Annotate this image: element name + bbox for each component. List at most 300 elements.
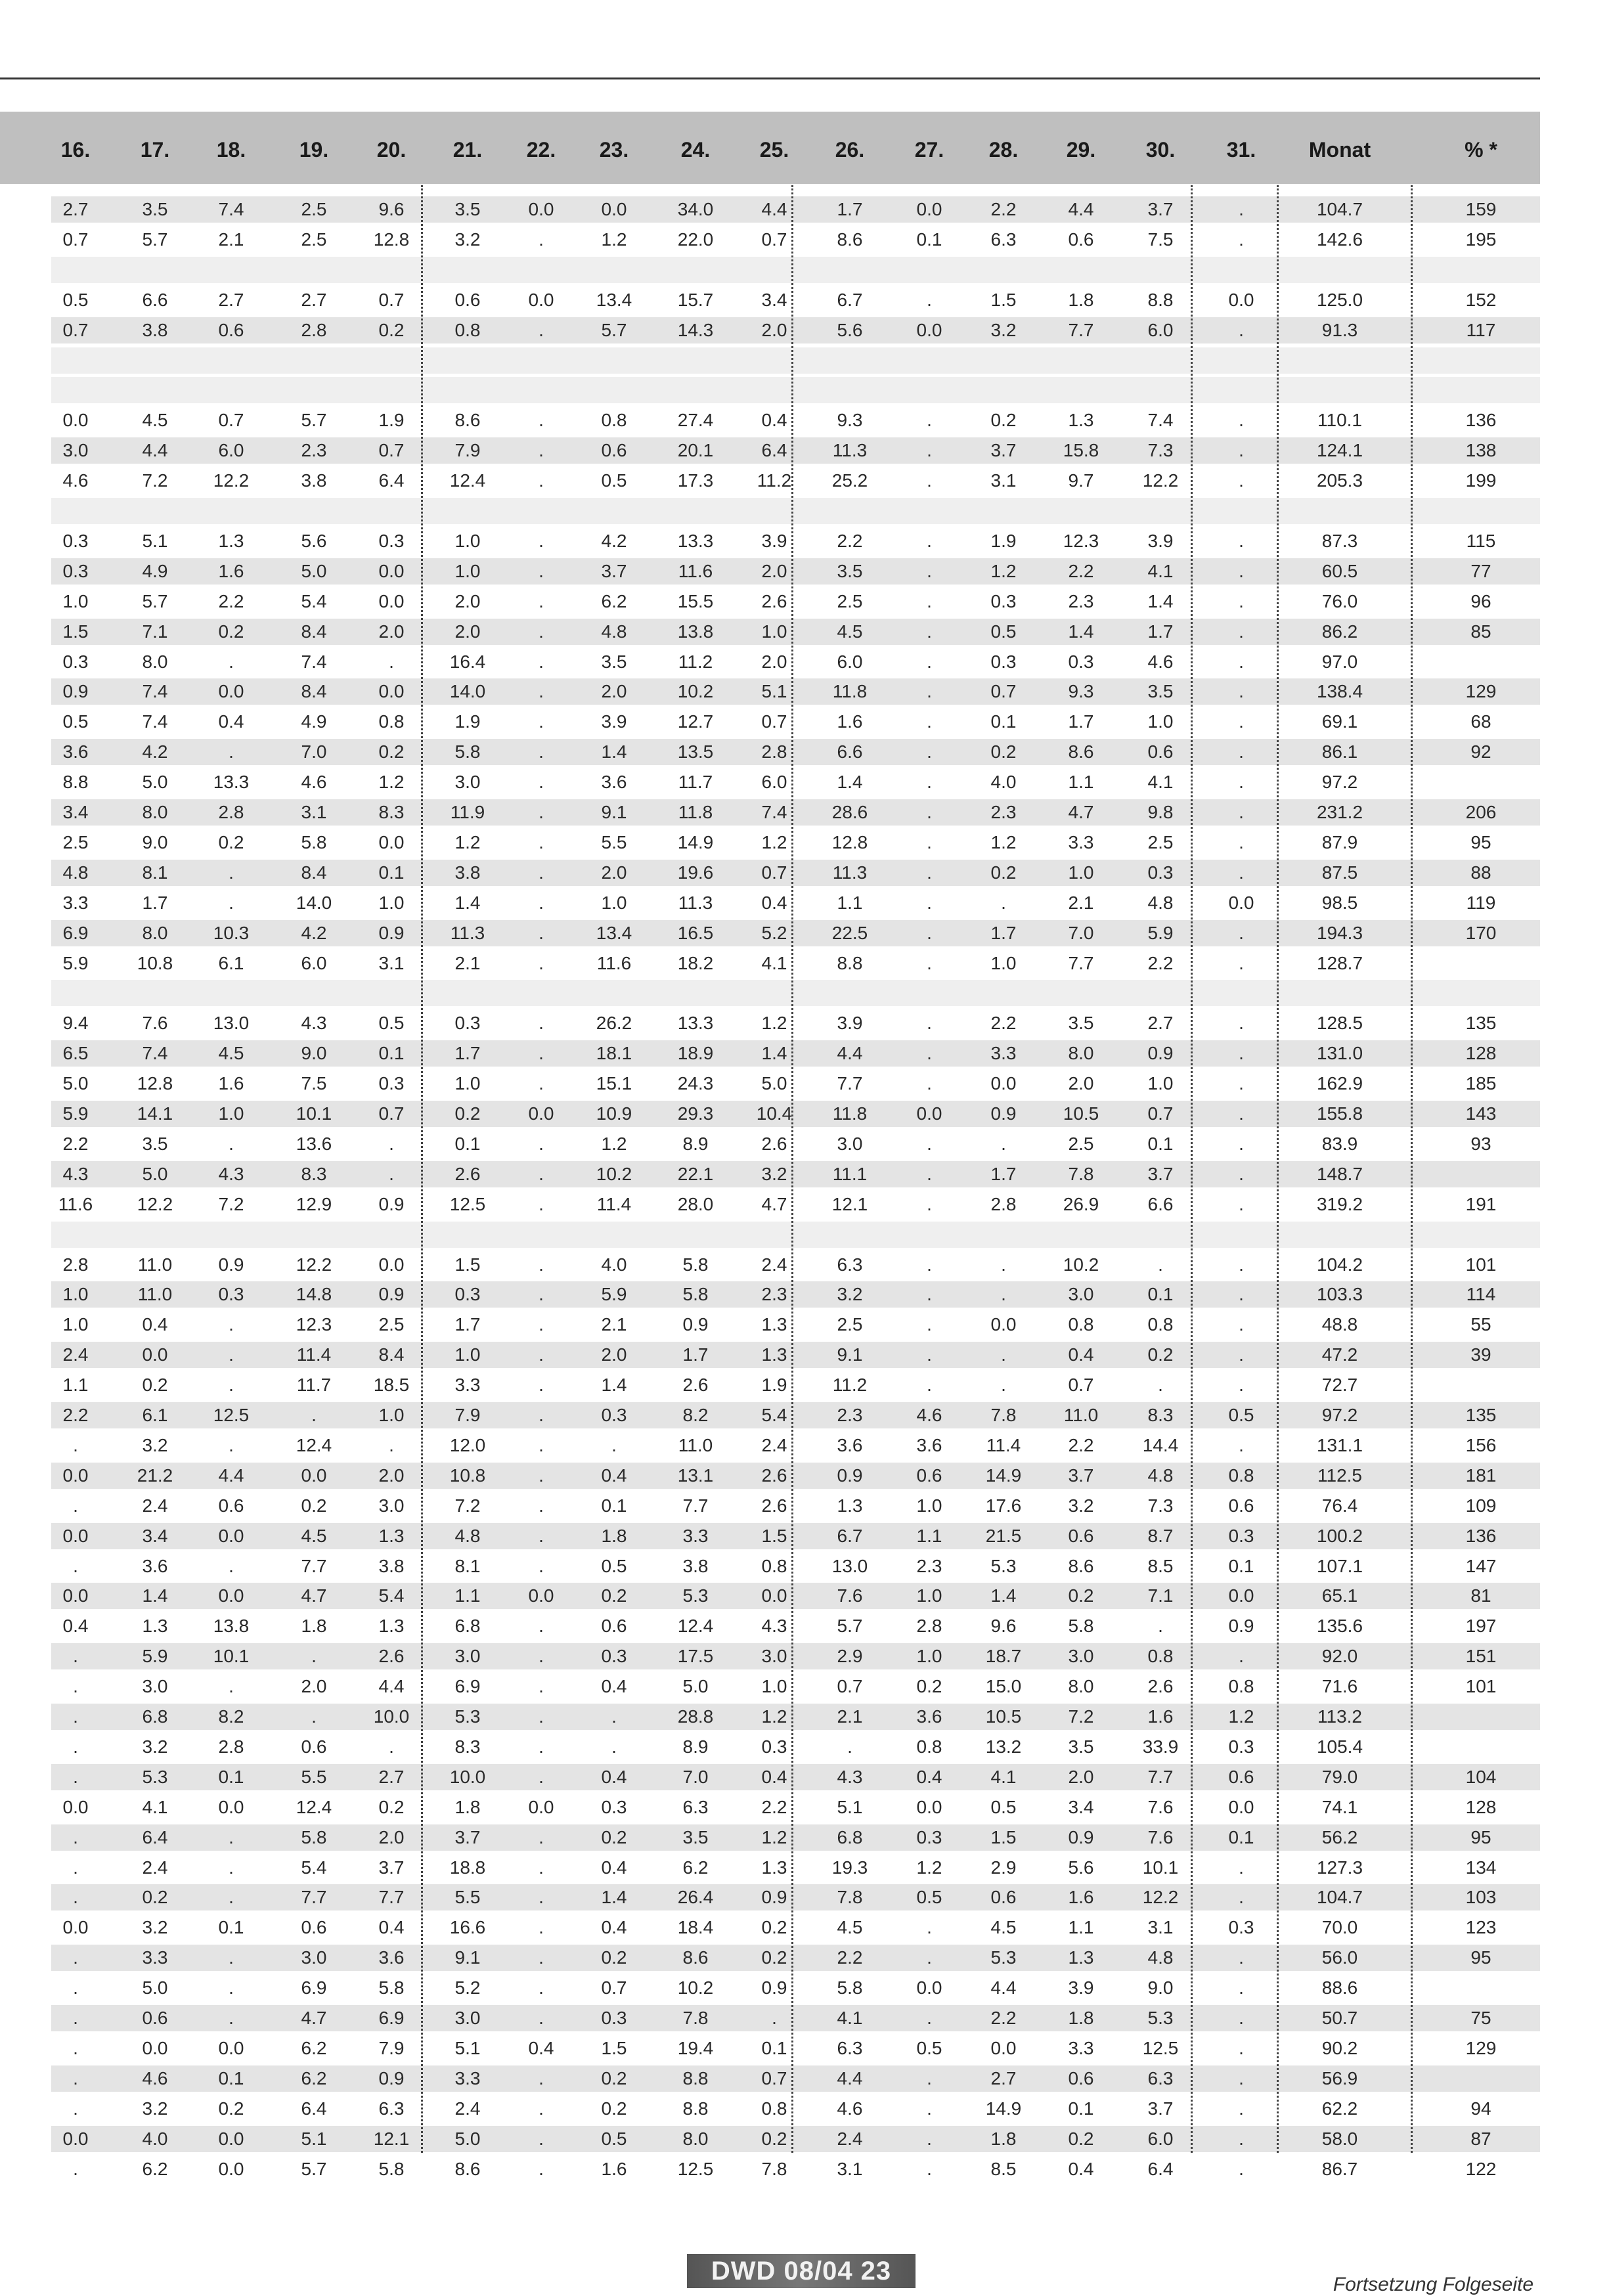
table-cell: 1.6 [218, 560, 244, 581]
table-cell: 7.4 [301, 651, 327, 672]
table-cell: 5.4 [761, 1405, 787, 1425]
table-cell: 6.3 [1147, 2067, 1174, 2088]
table-cell: . [73, 1977, 78, 1998]
table-cell: . [1239, 2128, 1244, 2149]
table-cell: 10.4 [756, 1103, 793, 1124]
table-cell: 2.4 [142, 1495, 168, 1516]
table-cell: 19.4 [677, 2037, 714, 2058]
table-cell: . [539, 2067, 544, 2088]
table-cell: 3.7 [1147, 199, 1174, 219]
table-cell: 7.4 [142, 681, 168, 702]
table-cell: 1.3 [142, 1616, 168, 1637]
table-cell: 18.2 [677, 952, 714, 973]
table-cell: 4.7 [1068, 802, 1094, 822]
table-cell: 11.2 [678, 651, 713, 672]
table-cell: 7.8 [761, 2158, 787, 2179]
table-cell: 68 [1470, 711, 1491, 732]
table-cell: 0.4 [761, 892, 787, 913]
table-cell: 4.3 [301, 1013, 327, 1034]
table-cell: 17.5 [677, 1646, 714, 1667]
table-cell: 97.0 [1321, 651, 1358, 672]
table-cell: 16.6 [449, 1917, 486, 1938]
column-separator [1277, 185, 1279, 2153]
table-cell: 0.3 [62, 530, 89, 551]
table-cell: 4.6 [837, 2098, 863, 2119]
table-cell: 170 [1465, 922, 1497, 943]
table-cell: 7.7 [1068, 952, 1094, 973]
table-cell: 97.2 [1321, 1405, 1358, 1425]
table-cell: 5.9 [1147, 922, 1174, 943]
table-cell: 55 [1470, 1314, 1491, 1335]
table-cell: 0.4 [528, 2037, 554, 2058]
table-cell: . [539, 1073, 544, 1094]
table-cell: 3.0 [301, 1947, 327, 1968]
table-cell: 3.1 [990, 470, 1017, 491]
table-cell: 3.5 [682, 1826, 709, 1847]
table-cell: 9.0 [1147, 1977, 1174, 1998]
table-cell: 0.0 [528, 1796, 554, 1817]
table-cell: 65.1 [1321, 1585, 1358, 1606]
table-cell: 0.0 [378, 681, 405, 702]
table-cell: 2.1 [837, 1706, 863, 1727]
table-cell: 0.9 [1147, 1043, 1174, 1064]
table-cell: 0.2 [990, 862, 1017, 883]
table-cell: 5.8 [301, 1826, 327, 1847]
table-cell: 0.5 [601, 1555, 627, 1576]
table-cell: 0.0 [218, 1585, 244, 1606]
table-cell: . [539, 1013, 544, 1034]
table-cell: 2.6 [761, 590, 787, 611]
table-cell: 13.2 [985, 1736, 1022, 1757]
table-cell: 8.2 [218, 1706, 244, 1727]
table-cell: 0.0 [528, 289, 554, 310]
table-spacer-row [51, 377, 1540, 403]
table-cell: 3.0 [454, 1646, 481, 1667]
table-cell: 128 [1465, 1043, 1497, 1064]
table-cell: 15.7 [677, 289, 714, 310]
table-cell: 0.0 [528, 199, 554, 219]
table-cell: 4.3 [837, 1766, 863, 1787]
table-cell: 136 [1465, 410, 1497, 431]
table-cell: 3.6 [916, 1706, 942, 1727]
table-cell: 1.0 [378, 892, 405, 913]
table-cell: 4.0 [990, 772, 1017, 793]
table-cell: 7.6 [837, 1585, 863, 1606]
table-cell: 231.2 [1316, 802, 1363, 822]
table-cell: 1.0 [916, 1646, 942, 1667]
table-cell: . [73, 1947, 78, 1968]
table-cell: 4.0 [601, 1254, 627, 1275]
table-cell: . [539, 1043, 544, 1064]
table-cell: 2.6 [378, 1646, 405, 1667]
table-cell: 69.1 [1321, 711, 1358, 732]
table-cell: 8.4 [301, 862, 327, 883]
table-cell: 7.4 [142, 711, 168, 732]
table-cell: 11.3 [450, 922, 485, 943]
table-cell: . [73, 1676, 78, 1697]
table-cell: . [927, 892, 932, 913]
table-cell: . [1239, 651, 1244, 672]
table-cell: 2.7 [378, 1766, 405, 1787]
table-cell: 10.0 [449, 1766, 486, 1787]
table-cell: 11.6 [596, 952, 632, 973]
table-cell: 104.2 [1316, 1254, 1363, 1275]
table-cell: . [539, 1646, 544, 1667]
table-cell: . [229, 1947, 234, 1968]
table-cell: . [1239, 681, 1244, 702]
table-cell: 2.0 [378, 1465, 405, 1486]
table-cell: 6.6 [142, 289, 168, 310]
table-cell: 6.9 [62, 922, 89, 943]
table-cell: . [927, 1314, 932, 1335]
table-cell: 0.0 [528, 1103, 554, 1124]
table-cell: 2.0 [378, 621, 405, 642]
table-cell: . [1239, 1857, 1244, 1878]
table-cell: 1.0 [761, 1676, 787, 1697]
table-cell: . [73, 1826, 78, 1847]
table-cell: 9.6 [990, 1616, 1017, 1637]
table-cell: 0.7 [62, 319, 89, 340]
table-cell: 2.2 [62, 1405, 89, 1425]
table-cell: 34.0 [677, 199, 714, 219]
table-cell: 2.3 [837, 1405, 863, 1425]
table-cell: 7.7 [1068, 319, 1094, 340]
table-cell: 1.0 [761, 621, 787, 642]
table-cell: 88.6 [1321, 1977, 1358, 1998]
table-cell: 103 [1465, 1887, 1497, 1908]
table-cell: 22.1 [677, 1163, 714, 1184]
table-cell: 0.9 [990, 1103, 1017, 1124]
table-cell: 18.5 [373, 1375, 410, 1396]
table-cell: 20.1 [677, 440, 714, 461]
table-cell: 1.0 [62, 1314, 89, 1335]
table-cell: 319.2 [1316, 1193, 1363, 1214]
table-cell: . [229, 651, 234, 672]
table-cell: 8.6 [837, 229, 863, 250]
table-cell: . [927, 772, 932, 793]
table-cell: 4.4 [142, 440, 168, 461]
table-cell: . [539, 229, 544, 250]
table-cell: 17.6 [985, 1495, 1022, 1516]
table-cell: 4.6 [62, 470, 89, 491]
table-cell: 0.5 [1228, 1405, 1254, 1425]
table-cell: 7.2 [1068, 1706, 1094, 1727]
table-cell: 0.0 [1228, 1796, 1254, 1817]
table-cell: 24.3 [677, 1073, 714, 1094]
table-cell: 129 [1465, 2037, 1497, 2058]
table-cell: 3.7 [990, 440, 1017, 461]
table-cell: 191 [1465, 1193, 1497, 1214]
table-cell: 4.8 [62, 862, 89, 883]
table-cell: . [927, 1043, 932, 1064]
table-cell: 0.3 [378, 1073, 405, 1094]
table-cell: 15.8 [1063, 440, 1099, 461]
table-cell: 9.3 [1068, 681, 1094, 702]
table-cell: 2.3 [916, 1555, 942, 1576]
table-cell: 94 [1470, 2098, 1491, 2119]
table-cell: 1.4 [1068, 621, 1094, 642]
table-cell: 12.5 [677, 2158, 714, 2179]
table-cell: 1.2 [916, 1857, 942, 1878]
table-cell: 1.2 [990, 560, 1017, 581]
table-cell: 11.0 [137, 1254, 173, 1275]
table-cell: 152 [1465, 289, 1497, 310]
table-cell: 3.2 [142, 1736, 168, 1757]
table-cell: 2.7 [990, 2067, 1017, 2088]
column-separator [421, 185, 423, 2153]
table-cell: 5.9 [142, 1646, 168, 1667]
table-cell: 135 [1465, 1405, 1497, 1425]
table-cell: 2.1 [454, 952, 481, 973]
table-cell: 76.4 [1321, 1495, 1358, 1516]
table-cell: 0.8 [1228, 1676, 1254, 1697]
table-cell: 0.2 [761, 1947, 787, 1968]
table-cell: 0.8 [916, 1736, 942, 1757]
table-cell: 8.4 [301, 681, 327, 702]
table-cell: 0.4 [378, 1917, 405, 1938]
table-cell: 1.4 [761, 1043, 787, 1064]
table-cell: 0.6 [301, 1917, 327, 1938]
table-cell: 7.8 [837, 1887, 863, 1908]
table-cell: 2.1 [1068, 892, 1094, 913]
table-cell: 0.0 [142, 2037, 168, 2058]
table-cell: . [539, 1193, 544, 1214]
table-cell: . [1239, 2037, 1244, 2058]
table-cell: 3.4 [761, 289, 787, 310]
table-cell: 197 [1465, 1616, 1497, 1637]
table-cell: . [1001, 1375, 1006, 1396]
column-header: 19. [299, 138, 329, 162]
table-cell: 1.6 [1147, 1706, 1174, 1727]
table-spacer-row [51, 498, 1540, 524]
table-cell: 8.6 [682, 1947, 709, 1968]
table-cell: . [539, 1375, 544, 1396]
table-cell: 4.0 [142, 2128, 168, 2149]
table-cell: 14.0 [296, 892, 332, 913]
table-cell: . [1239, 319, 1244, 340]
table-cell: . [229, 1375, 234, 1396]
table-cell: 14.8 [296, 1284, 332, 1305]
table-cell: 0.3 [1228, 1525, 1254, 1546]
table-cell: 7.3 [1147, 440, 1174, 461]
table-cell: 11.1 [832, 1163, 868, 1184]
table-cell: 8.3 [301, 1163, 327, 1184]
table-cell: . [1239, 1133, 1244, 1154]
table-cell: 2.2 [761, 1796, 787, 1817]
table-cell: 11.9 [450, 802, 485, 822]
table-cell: . [1239, 560, 1244, 581]
table-cell: . [927, 952, 932, 973]
table-cell: 2.2 [1147, 952, 1174, 973]
table-cell: 2.6 [682, 1375, 709, 1396]
table-cell: 1.3 [761, 1857, 787, 1878]
table-cell: . [311, 1646, 317, 1667]
table-cell: 3.3 [1068, 831, 1094, 852]
table-cell: 135.6 [1316, 1616, 1363, 1637]
table-cell: 0.0 [218, 1796, 244, 1817]
table-cell: 0.2 [218, 2098, 244, 2119]
table-cell: 0.5 [378, 1013, 405, 1034]
table-cell: 3.5 [837, 560, 863, 581]
table-cell: 9.0 [301, 1043, 327, 1064]
table-cell: 8.6 [454, 410, 481, 431]
table-cell: 195 [1465, 229, 1497, 250]
table-cell: 0.8 [761, 2098, 787, 2119]
table-cell: 2.2 [1068, 1434, 1094, 1455]
table-cell: 3.0 [837, 1133, 863, 1154]
table-cell: 4.8 [1147, 892, 1174, 913]
table-cell: 7.7 [837, 1073, 863, 1094]
table-cell: 0.0 [378, 831, 405, 852]
table-cell: 4.2 [601, 530, 627, 551]
table-cell: 1.3 [837, 1495, 863, 1516]
table-cell: 70.0 [1321, 1917, 1358, 1938]
table-cell: . [539, 621, 544, 642]
table-cell: 0.0 [1228, 1585, 1254, 1606]
table-cell: 2.2 [990, 1013, 1017, 1034]
table-cell: 6.0 [301, 952, 327, 973]
table-cell: 0.3 [1068, 651, 1094, 672]
table-cell: 7.8 [1068, 1163, 1094, 1184]
table-cell: 11.4 [296, 1344, 332, 1365]
table-cell: . [539, 1826, 544, 1847]
table-cell: . [539, 2008, 544, 2028]
table-cell: 5.1 [142, 530, 168, 551]
table-cell: 7.6 [1147, 1796, 1174, 1817]
table-cell: . [539, 2158, 544, 2179]
table-cell: 28.8 [677, 1706, 714, 1727]
table-cell: 17.3 [677, 470, 714, 491]
table-cell: 3.2 [454, 229, 481, 250]
table-cell: 0.7 [378, 1103, 405, 1124]
table-cell: 56.9 [1321, 2067, 1358, 2088]
table-cell: . [1239, 1344, 1244, 1365]
table-cell: 2.1 [601, 1314, 627, 1335]
table-cell: 1.5 [990, 1826, 1017, 1847]
table-cell: 11.8 [832, 681, 868, 702]
table-cell: 3.8 [682, 1555, 709, 1576]
table-cell: 7.7 [301, 1555, 327, 1576]
table-cell: 134 [1465, 1857, 1497, 1878]
table-cell: 1.8 [454, 1796, 481, 1817]
table-cell: . [1239, 2008, 1244, 2028]
table-cell: 5.7 [301, 2158, 327, 2179]
table-cell: 8.8 [837, 952, 863, 973]
table-cell: 4.5 [301, 1525, 327, 1546]
table-cell: 1.7 [454, 1314, 481, 1335]
table-cell: 1.2 [378, 772, 405, 793]
table-cell: 7.0 [301, 741, 327, 762]
table-cell: 5.3 [682, 1585, 709, 1606]
table-cell: 15.0 [985, 1676, 1022, 1697]
table-cell: 81 [1470, 1585, 1491, 1606]
table-cell: 3.2 [761, 1163, 787, 1184]
table-cell: 3.4 [62, 802, 89, 822]
table-cell: 1.8 [990, 2128, 1017, 2149]
table-cell: 0.7 [378, 440, 405, 461]
table-cell: 1.2 [761, 1706, 787, 1727]
table-cell: 7.2 [142, 470, 168, 491]
table-cell: 0.3 [761, 1736, 787, 1757]
table-cell: 0.7 [761, 2067, 787, 2088]
table-cell: 2.7 [301, 289, 327, 310]
table-cell: 8.5 [990, 2158, 1017, 2179]
table-cell: . [539, 1254, 544, 1275]
table-cell: 13.4 [596, 922, 632, 943]
table-cell: . [539, 1465, 544, 1486]
table-spacer-row [51, 980, 1540, 1006]
table-cell: 12.4 [677, 1616, 714, 1637]
table-cell: 11.6 [678, 560, 713, 581]
table-cell: 7.7 [682, 1495, 709, 1516]
table-cell: 0.6 [990, 1887, 1017, 1908]
table-cell: 6.1 [218, 952, 244, 973]
table-cell: 2.4 [142, 1857, 168, 1878]
table-cell: 6.0 [837, 651, 863, 672]
table-cell: 12.5 [1142, 2037, 1179, 2058]
table-cell: 0.9 [378, 1193, 405, 1214]
table-cell: . [927, 1375, 932, 1396]
table-cell: . [539, 1555, 544, 1576]
table-cell: 3.8 [301, 470, 327, 491]
table-cell: 3.3 [454, 2067, 481, 2088]
table-cell: 0.9 [378, 922, 405, 943]
table-cell: . [1239, 741, 1244, 762]
table-cell: 3.7 [601, 560, 627, 581]
table-cell: 0.0 [601, 199, 627, 219]
column-header: 18. [216, 138, 246, 162]
table-cell: 1.2 [601, 229, 627, 250]
table-cell: 6.6 [1147, 1193, 1174, 1214]
table-cell: 3.0 [454, 772, 481, 793]
table-cell: 0.3 [601, 2008, 627, 2028]
table-cell: 7.0 [682, 1766, 709, 1787]
table-cell: 0.2 [301, 1495, 327, 1516]
table-cell: 1.7 [1147, 621, 1174, 642]
table-cell: 0.0 [1228, 289, 1254, 310]
table-cell: 0.6 [218, 1495, 244, 1516]
table-cell: 8.0 [682, 2128, 709, 2149]
table-cell: 19.6 [677, 862, 714, 883]
table-cell: 10.1 [1142, 1857, 1179, 1878]
table-cell: 0.0 [378, 590, 405, 611]
table-cell: 0.0 [990, 1073, 1017, 1094]
table-cell: 47.2 [1321, 1344, 1358, 1365]
table-cell: 2.5 [378, 1314, 405, 1335]
table-cell: 3.6 [62, 741, 89, 762]
table-cell: . [927, 711, 932, 732]
table-cell: . [539, 590, 544, 611]
table-cell: 93 [1470, 1133, 1491, 1154]
table-cell: 18.8 [449, 1857, 486, 1878]
table-cell: 50.7 [1321, 2008, 1358, 2028]
table-cell: 7.4 [218, 199, 244, 219]
table-cell: 0.2 [1068, 2128, 1094, 2149]
table-cell: 5.9 [62, 1103, 89, 1124]
table-cell: 0.6 [1068, 2067, 1094, 2088]
table-cell: 2.5 [1068, 1133, 1094, 1154]
table-cell: . [1239, 1314, 1244, 1335]
table-cell: 1.8 [1068, 2008, 1094, 2028]
table-cell: 7.4 [142, 1043, 168, 1064]
table-cell: 0.8 [1068, 1314, 1094, 1335]
table-cell: . [539, 1434, 544, 1455]
table-cell: 3.9 [1068, 1977, 1094, 1998]
table-cell: 2.9 [990, 1857, 1017, 1878]
table-cell: 5.0 [454, 2128, 481, 2149]
table-cell: 1.8 [301, 1616, 327, 1637]
table-cell: 128.7 [1316, 952, 1363, 973]
